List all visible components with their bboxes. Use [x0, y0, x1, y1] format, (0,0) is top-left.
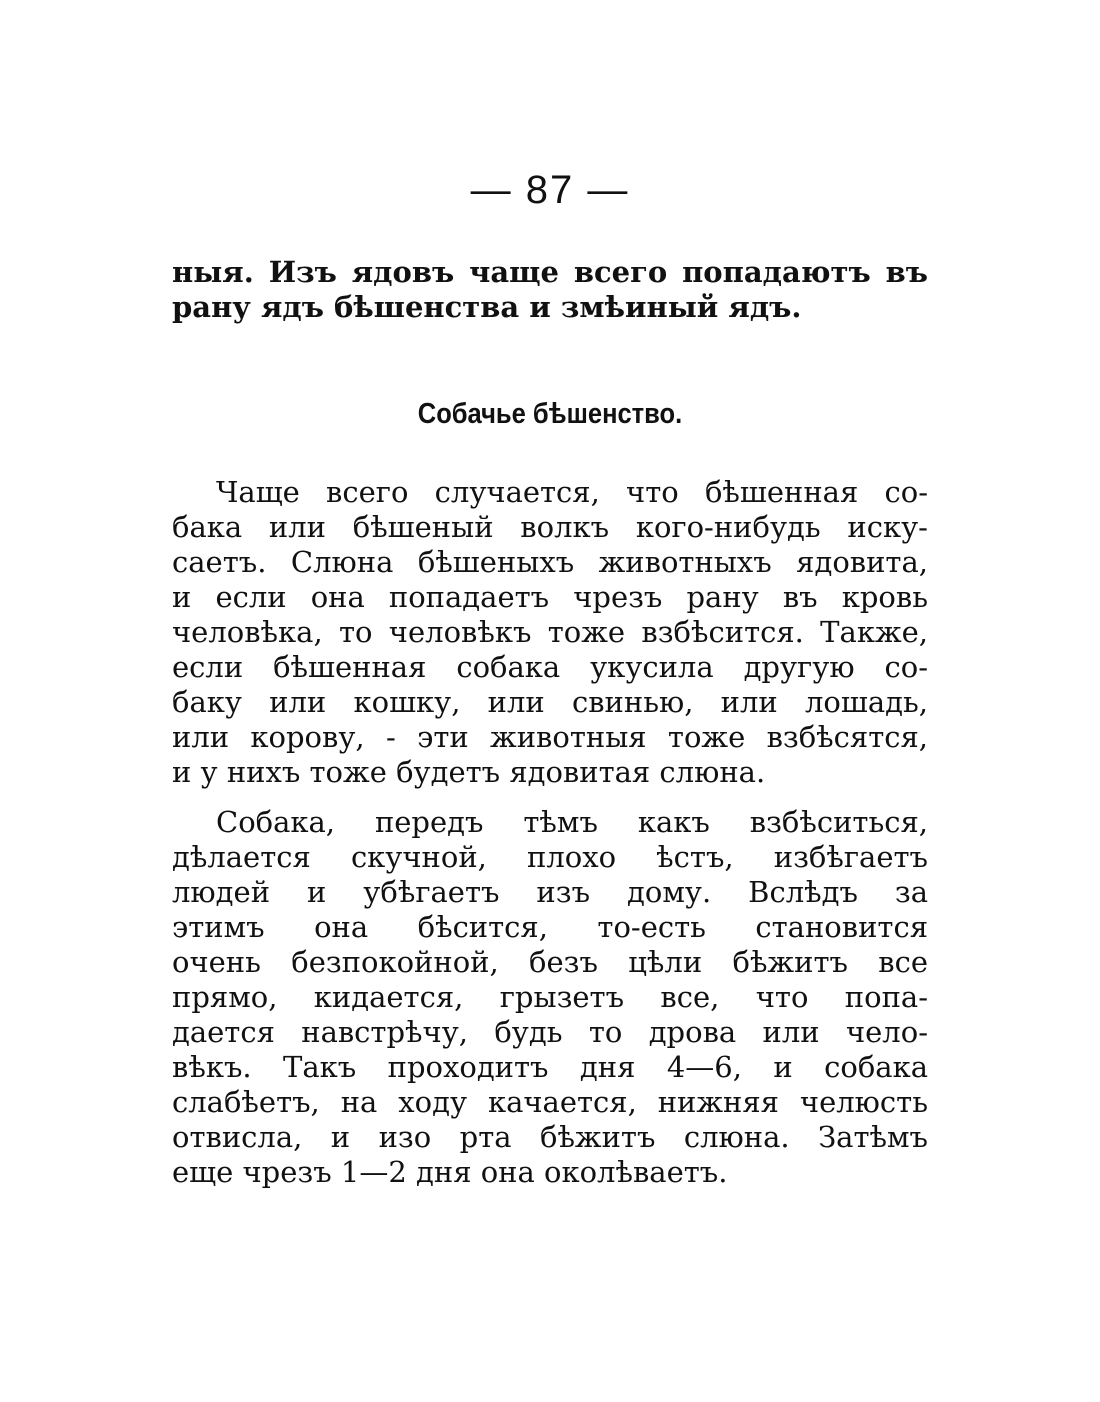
- text-line: бака или бѣшеный волкъ кого-нибудь иску-: [172, 510, 928, 544]
- page-number: — 87 —: [470, 168, 630, 212]
- text-line: вѣкъ. Такъ проходитъ дня 4—6, и собака: [172, 1050, 928, 1084]
- paragraph-2: [172, 805, 928, 1190]
- text-line: людей и убѣгаетъ изъ дому. Вслѣдъ за: [172, 875, 928, 909]
- paragraph-1: [172, 475, 928, 790]
- text-line: саетъ. Слюна бѣшеныхъ животныхъ ядовита,: [172, 545, 928, 579]
- text-line: этимъ она бѣсится, то-есть становится: [172, 910, 928, 944]
- text-line: или корову, - эти животныя тоже взбѣсятся,: [172, 720, 928, 754]
- text-line: баку или кошку, или свинью, или лошадь,: [172, 685, 928, 719]
- text-line: ныя. Изъ ядовъ чаще всего попадаютъ въ: [172, 255, 928, 289]
- text-line: и у нихъ тоже будетъ ядовитая слюна.: [172, 755, 766, 789]
- text-line: очень безпокойной, безъ цѣли бѣжитъ все: [172, 945, 928, 979]
- text-line: слабѣетъ, на ходу качается, нижняя челюсть: [172, 1085, 928, 1119]
- text-line: прямо, кидается, грызетъ все, что попа-: [172, 980, 928, 1014]
- text-line: рану ядъ бѣшенства и змѣиный ядъ.: [172, 290, 802, 324]
- text-line: человѣка, то человѣкъ тоже взбѣсится. Также,: [172, 615, 928, 649]
- text-line: дается навстрѣчу, будь то дрова или чело-: [172, 1015, 928, 1049]
- continuation-text: [172, 255, 928, 325]
- text-line: еще чрезъ 1—2 дня она околѣваетъ.: [172, 1155, 728, 1189]
- text-line: отвисла, и изо рта бѣжитъ слюна. Затѣмъ: [172, 1120, 928, 1154]
- section-heading: Собачье бѣшенство.: [417, 398, 683, 430]
- text-line: если бѣшенная собака укусила другую со-: [172, 650, 928, 684]
- text-line: Чаще всего случается, что бѣшенная со-: [216, 475, 928, 509]
- text-line: Собака, передъ тѣмъ какъ взбѣситься,: [216, 805, 928, 839]
- text-line: дѣлается скучной, плохо ѣстъ, избѣгаетъ: [172, 840, 928, 874]
- text-line: и если она попадаетъ чрезъ рану въ кровь: [172, 580, 928, 614]
